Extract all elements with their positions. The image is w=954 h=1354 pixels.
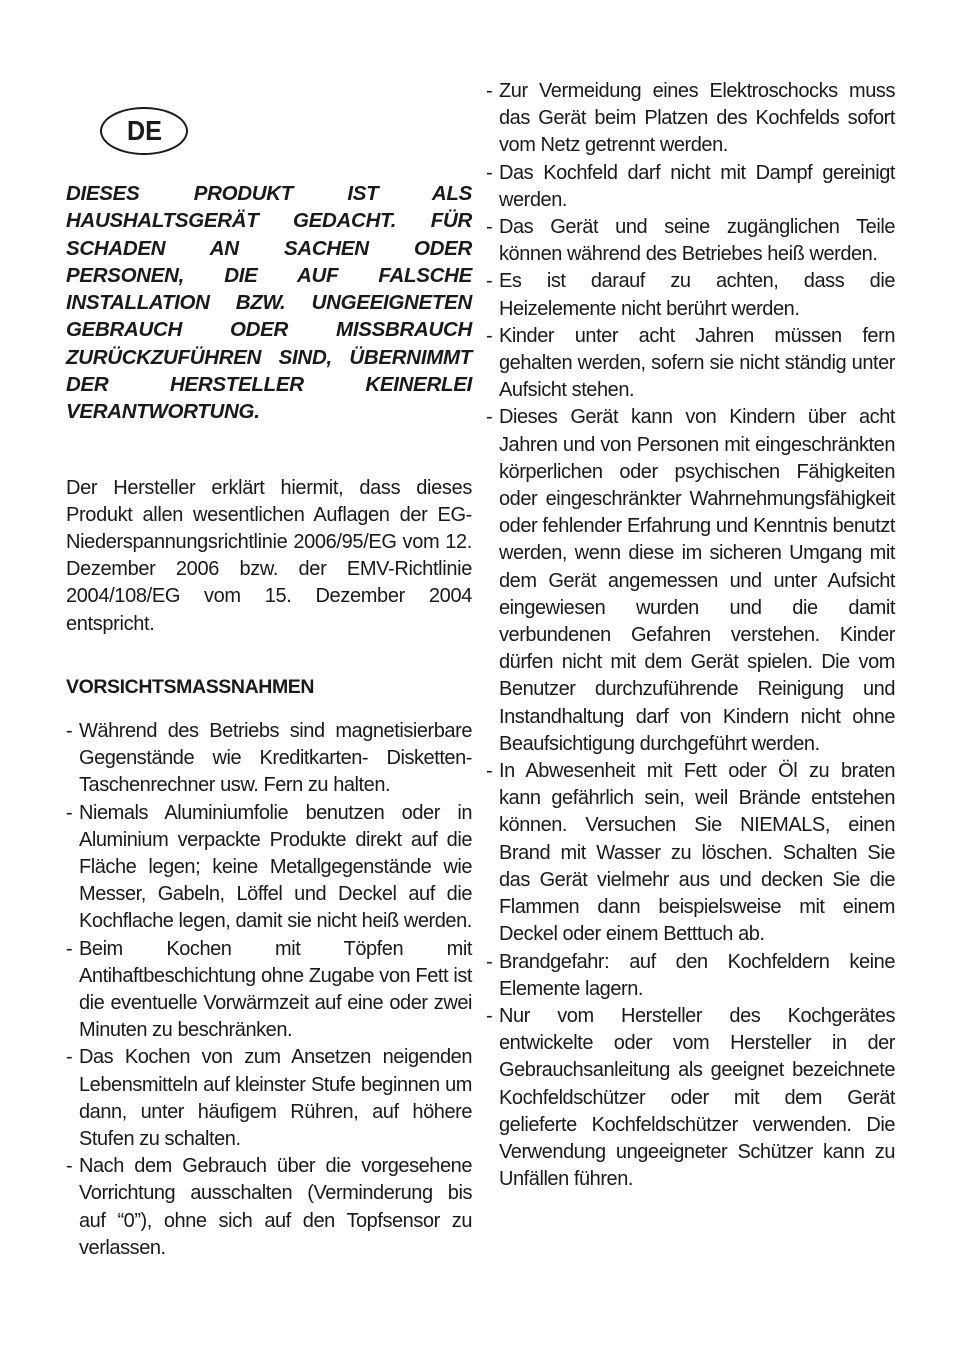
- left-column: [66, 180, 472, 1262]
- right-column: [486, 78, 895, 1193]
- precautions-heading: VORSICHTSMASSNAHMEN: [66, 675, 315, 698]
- list-item: - Nach dem Gebrauch über die vorgesehene Vorrichtung ausschalten (Verminderung bis auf “0”), ohne sich auf den Topfsensor zu verlassen.: [66, 1153, 472, 1262]
- list-item: - Nur vom Hersteller des Kochgerätes entwickelte oder vom Hersteller in der Gebrauchsanleitung als geeignet bezeichnete Kochfeldschützer oder mit dem Gerät gelieferte Kochfeldschützer verwenden. Die Verwendung ungeeigneter Schützer kann zu Unfällen führen.: [486, 1003, 895, 1193]
- list-item: - Brandgefahr: auf den Kochfeldern keine Elemente lagern.: [486, 949, 895, 1003]
- precautions-list-right: [486, 78, 895, 1193]
- precautions-list-left: [66, 718, 472, 1262]
- list-item: - Es ist darauf zu achten, dass die Heizelemente nicht berührt werden.: [486, 268, 895, 322]
- list-item: - Zur Vermeidung eines Elektroschocks muss das Gerät beim Platzen des Kochfelds sofort vom Netz getrennt werden.: [486, 78, 895, 160]
- list-item: - Dieses Gerät kann von Kindern über acht Jahren und von Personen mit eingeschränkten körperlichen oder psychischen Fähigkeiten oder eingeschränkter Wahrnehmungsfähigkeit oder fehlender Erfahrung und Kenntnis benutzt werden, wenn diese im sicheren Umgang mit dem Gerät angemessen und unter Aufsicht eingewiesen wurden und die damit verbundenen Gefahren verstehen. Kinder dürfen nicht mit dem Gerät spielen. Die vom Benutzer durchzuführende Reinigung und Instandhaltung darf von Kindern nicht ohne Beaufsichtigung durchgeführt werden.: [486, 404, 895, 758]
- language-badge: [100, 107, 188, 155]
- list-item: - Während des Betriebs sind magnetisierbare Gegenstände wie Kreditkarten- Disketten- Taschenrechner usw. Fern zu halten.: [66, 718, 472, 800]
- list-item: - In Abwesenheit mit Fett oder Öl zu braten kann gefährlich sein, weil Brände entstehen können. Versuchen Sie NIEMALS, einen Brand mit Wasser zu löschen. Schalten Sie das Gerät vielmehr aus und decken Sie die Flammen dann beispielsweise mit einem Deckel oder einem Betttuch ab.: [486, 758, 895, 948]
- list-item: - Niemals Aluminiumfolie benutzen oder in Aluminium verpackte Produkte direkt auf die Fläche legen; keine Metallgegenstände wie Messer, Gabeln, Löffel und Deckel auf die Kochflache legen, damit sie nicht heiß werden.: [66, 800, 472, 936]
- liability-disclaimer: DIESES PRODUKT IST ALS HAUSHALTSGERÄT GEDACHT. FÜR SCHADEN AN SACHEN ODER PERSONEN, DIE AUF FALSCHE INSTALLATION BZW. UNGEEIGNETEN GEBRAUCH ODER MISSBRAUCH ZURÜCKZUFÜHREN SIND, ÜBERNIMMT DER HERSTELLER KEINERLEI VERANTWORTUNG.: [66, 182, 472, 424]
- conformity-declaration: Der Hersteller erklärt hiermit, dass dieses Produkt allen wesentlichen Auflagen der EG-Niederspannungsrichtlinie 2006/95/EG vom 12. Dezember 2006 bzw. der EMV-Richtlinie 2004/108/EG vom 15. Dezember 2004 entspricht.: [66, 476, 472, 635]
- list-item: - Kinder unter acht Jahren müssen fern gehalten werden, sofern sie nicht ständig unter Aufsicht stehen.: [486, 323, 895, 405]
- list-item: - Beim Kochen mit Töpfen mit Antihaftbeschichtung ohne Zugabe von Fett ist die eventuelle Vorwärmzeit auf eine oder zwei Minuten zu beschränken.: [66, 936, 472, 1045]
- list-item: - Das Kochfeld darf nicht mit Dampf gereinigt werden.: [486, 160, 895, 214]
- language-badge-label: DE: [126, 115, 162, 146]
- list-item: - Das Gerät und seine zugänglichen Teile können während des Betriebes heiß werden.: [486, 214, 895, 268]
- list-item: - Das Kochen von zum Ansetzen neigenden Lebensmitteln auf kleinster Stufe beginnen um dann, unter häufigem Rühren, auf höhere Stufen zu schalten.: [66, 1044, 472, 1153]
